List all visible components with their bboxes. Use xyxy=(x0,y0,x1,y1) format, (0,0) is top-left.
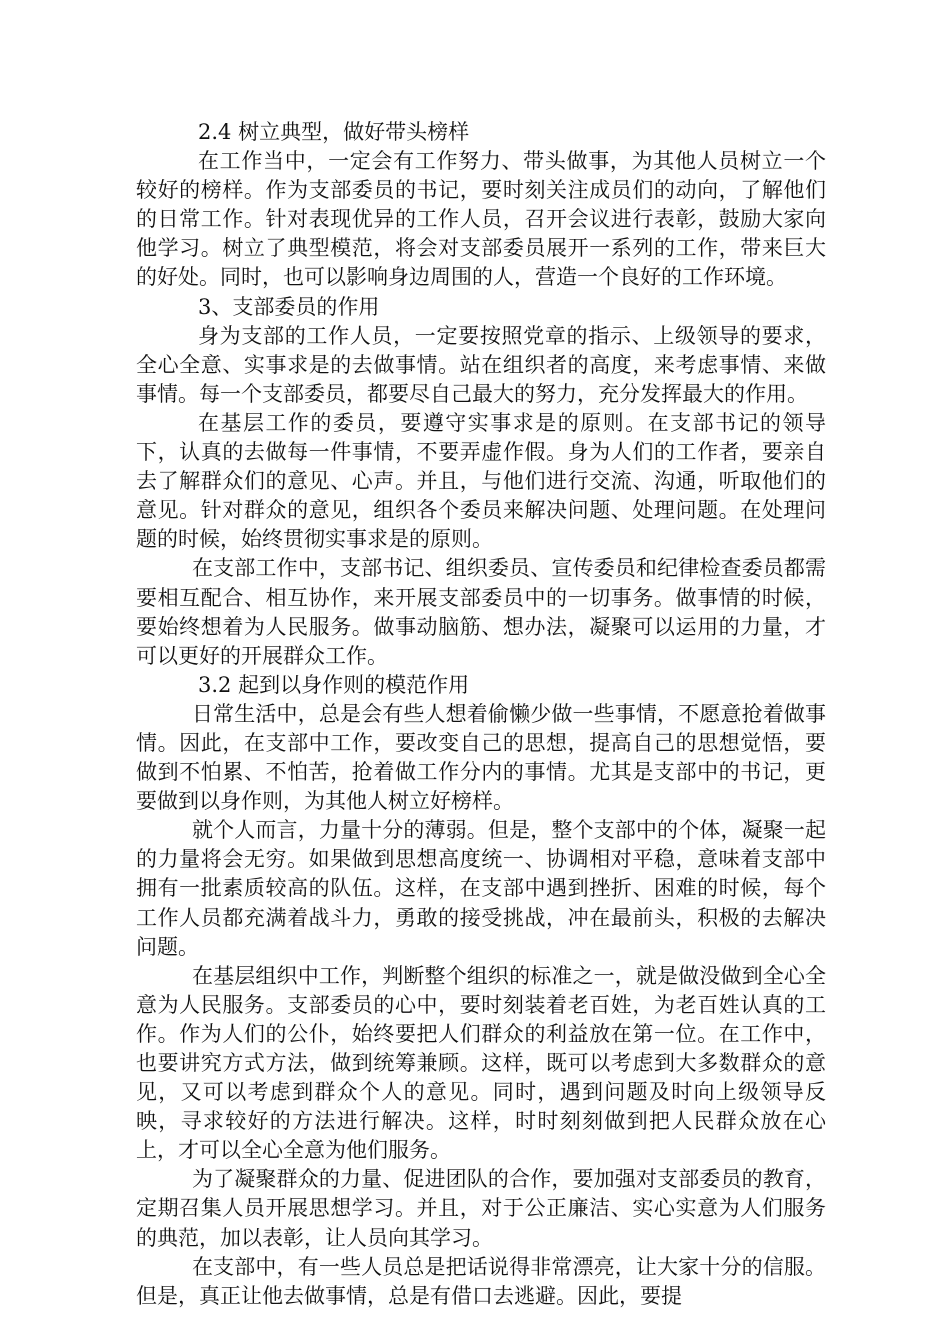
paragraph-serve-people: 在基层组织中工作，判断整个组织的标准之一，就是做没做到全心全意为人民服务。支部委员的心中，要时刻装着老百姓，为老百姓认真的工作。作为人们的公仆，始终要把人们群众的利益放在第一位。在工作中，也要讲究方式方法，做到统筹兼顾。这样，既可以考虑到大多数群众的意见，又可以考虑到群众个人的意见。同时，遇到问题及时向上级领导反映，寻求较好的方法进行解决。这样，时时刻刻做到把人民群众放在心上，才可以全心全意为他们服务。 xyxy=(136,963,826,1163)
paragraph-party-duty: 身为支部的工作人员，一定要按照党章的指示、上级领导的要求，全心全意、实事求是的去做事情。站在组织者的高度，来考虑事情、来做事情。每一个支部委员，都要尽自己最大的努力，充分发挥最大的作用。 xyxy=(136,323,826,406)
paragraph-cooperation: 在支部工作中，支部书记、组织委员、宣传委员和纪律检查委员都需要相互配合、相互协作，来开展支部委员中的一切事务。做事情的时候，要始终想着为人民服务。做事动脑筋、想办法，凝聚可以运用的力量，才可以更好的开展群众工作。 xyxy=(136,556,826,668)
paragraph-collective-strength: 就个人而言，力量十分的薄弱。但是，整个支部中的个体，凝聚一起的力量将会无穷。如果做到思想高度统一、协调相对平稳，意味着支部中拥有一批素质较高的队伍。这样，在支部中遇到挫折、困难的时候，每个工作人员都充满着战斗力，勇敢的接受挑战，冲在最前头，积极的去解决问题。 xyxy=(136,818,826,959)
paragraph-words-and-deeds: 在支部中，有一些人员总是把话说得非常漂亮，让大家十分的信服。但是，真正让他去做事情，总是有借口去逃避。因此，要提 xyxy=(136,1254,826,1308)
section-heading-3-2: 3.2 起到以身作则的模范作用 xyxy=(198,672,470,697)
paragraph-lead-by-example: 日常生活中，总是会有些人想着偷懒少做一些事情，不愿意抢着做事情。因此，在支部中工作，要改变自己的思想，提高自己的思想觉悟，要做到不怕累、不怕苦，抢着做工作分内的事情。尤其是支部中的书记，更要做到以身作则，为其他人树立好榜样。 xyxy=(136,701,826,814)
paragraph-role-model: 在工作当中，一定会有工作努力、带头做事，为其他人员树立一个较好的榜样。作为支部委员的书记，要时刻关注成员们的动向，了解他们的日常工作。针对表现优异的工作人员，召开会议进行表彰，鼓励大家向他学习。树立了典型模范，将会对支部委员展开一系列的工作，带来巨大的好处。同时，也可以影响身边周围的人，营造一个良好的工作环境。 xyxy=(136,149,826,290)
section-heading-3: 3、支部委员的作用 xyxy=(198,294,380,319)
section-heading-2-4: 2.4 树立典型，做好带头榜样 xyxy=(198,120,470,144)
document-body xyxy=(136,118,826,1311)
paragraph-grassroots: 在基层工作的委员，要遵守实事求是的原则。在支部书记的领导下，认真的去做每一件事情，不要弄虚作假。身为人们的工作者，要亲自去了解群众们的意见、心声。并且，与他们进行交流、沟通，听取他们的意见。针对群众的意见，组织各个委员来解决问题、处理问题。在处理问题的时候，始终贯彻实事求是的原则。 xyxy=(136,410,826,552)
paragraph-education: 为了凝聚群众的力量、促进团队的合作，要加强对支部委员的教育，定期召集人员开展思想学习。并且，对于公正廉洁、实心实意为人们服务的典范，加以表彰，让人员向其学习。 xyxy=(136,1167,826,1250)
